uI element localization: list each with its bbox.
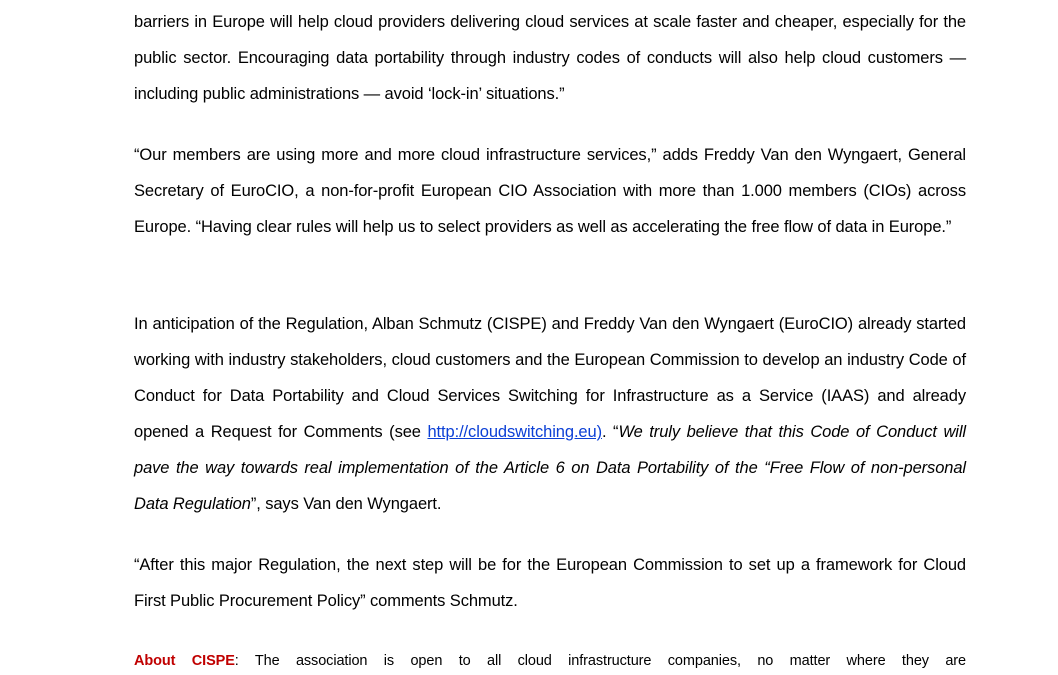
about-cispe-text: : The association is open to all cloud infrastructure companies, no matter where they are [234, 653, 966, 669]
paragraph-eurocio-quote: “Our members are using more and more cloud infrastructure services,” adds Freddy Van den Wyngaert, General Secretary of EuroCIO, a non-for-profit European CIO Association with more than 1.000 members (CIOs) across Europe. “Having clear rules will help us to select providers as well as accelerating the free flow of data in Europe.” [134, 146, 966, 236]
paragraph-code-of-conduct-closing: ”, says Van den Wyngaert. [250, 495, 442, 513]
paragraph-about-cispe [134, 643, 966, 675]
paragraph-code-of-conduct [134, 306, 966, 522]
paragraph-code-of-conduct-after-link: . “ [601, 423, 619, 441]
about-cispe-label: About CISPE [134, 653, 235, 669]
cloudswitching-link[interactable]: http://cloudswitching.eu) [427, 423, 602, 441]
paragraph-barriers: barriers in Europe will help cloud providers delivering cloud services at scale faster and cheaper, especially for the public sector. Encouraging data portability through industry codes of conducts will also help cloud customers — including public administrations — avoid ‘lock-in’ situations.” [134, 13, 966, 103]
italic-quote: We truly believe that this Code of Conduct will pave the way towards real implementation of the Article 6 on Data Portability of the “Free Flow of non-personal Data Regulation [134, 423, 966, 513]
paragraph-next-step: “After this major Regulation, the next step will be for the European Commission to set up a framework for Cloud First Public Procurement Policy” comments Schmutz. [134, 556, 966, 610]
paragraph-code-of-conduct-text: In anticipation of the Regulation, Alban Schmutz (CISPE) and Freddy Van den Wyngaert (EuroCIO) already started working with industry stakeholders, cloud customers and the European Commission to develop an industry Code of Conduct for Data Portability and Cloud Services Switching for Infrastructure as a Service (IAAS) and already opened a Request for Comments (see [134, 315, 966, 441]
